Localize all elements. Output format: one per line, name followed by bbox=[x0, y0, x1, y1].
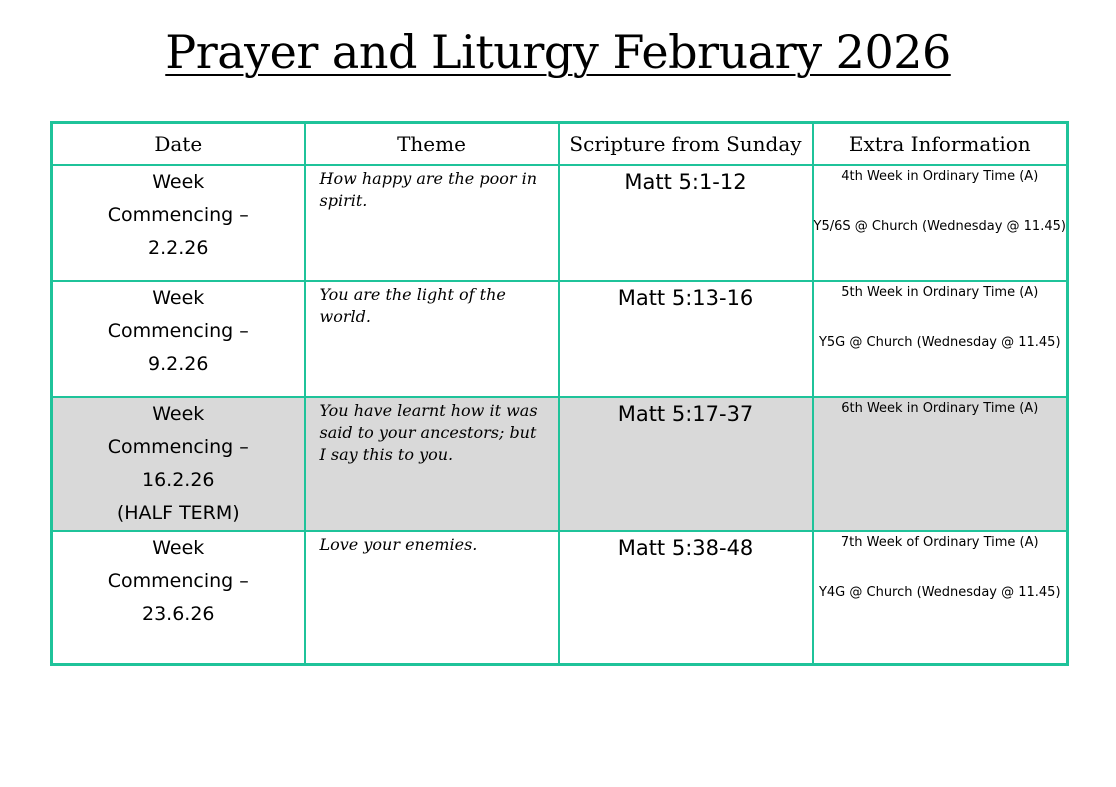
liturgical-week: 4th Week in Ordinary Time (A) bbox=[841, 169, 1039, 184]
date-value: 9.2.26 bbox=[148, 353, 209, 375]
date-cell bbox=[52, 397, 305, 531]
header-row bbox=[52, 123, 1068, 166]
header-date: Date bbox=[52, 123, 305, 166]
scripture-cell: Matt 5:38-48 bbox=[559, 531, 813, 665]
date-line: Commencing – bbox=[107, 436, 249, 458]
header-scripture: Scripture from Sunday bbox=[559, 123, 813, 166]
date-line: Commencing – bbox=[107, 320, 249, 342]
header-theme: Theme bbox=[305, 123, 559, 166]
extra-information-cell bbox=[813, 165, 1068, 281]
date-line: Week bbox=[152, 537, 205, 559]
date-line: Commencing – bbox=[107, 204, 249, 226]
theme-cell: Love your enemies. bbox=[305, 531, 559, 665]
table-row bbox=[52, 165, 1068, 281]
date-value: 23.6.26 bbox=[141, 603, 215, 625]
table-row bbox=[52, 281, 1068, 397]
extra-information-cell bbox=[813, 531, 1068, 665]
schedule-table bbox=[50, 121, 1069, 666]
date-line: Week bbox=[152, 171, 205, 193]
date-cell bbox=[52, 531, 305, 665]
half-term-label: (HALF TERM) bbox=[116, 502, 240, 524]
page-title bbox=[0, 20, 1116, 84]
date-line: Commencing – bbox=[107, 570, 249, 592]
liturgical-week: 6th Week in Ordinary Time (A) bbox=[841, 401, 1039, 416]
church-visit: Y4G @ Church (Wednesday @ 11.45) bbox=[818, 585, 1061, 600]
church-visit: Y5G @ Church (Wednesday @ 11.45) bbox=[818, 335, 1061, 350]
extra-information-cell bbox=[813, 281, 1068, 397]
header-extra-information: Extra Information bbox=[813, 123, 1068, 166]
theme-cell: How happy are the poor in spirit. bbox=[305, 165, 559, 281]
date-line: Week bbox=[152, 287, 205, 309]
date-value: 2.2.26 bbox=[148, 237, 209, 259]
scripture-cell: Matt 5:1-12 bbox=[559, 165, 813, 281]
extra-information-cell bbox=[813, 397, 1068, 531]
theme-cell: You are the light of the world. bbox=[305, 281, 559, 397]
table-row bbox=[52, 531, 1068, 665]
scripture-cell: Matt 5:17-37 bbox=[559, 397, 813, 531]
date-line: Week bbox=[152, 403, 205, 425]
liturgical-week: 5th Week in Ordinary Time (A) bbox=[841, 285, 1039, 300]
scripture-cell: Matt 5:13-16 bbox=[559, 281, 813, 397]
date-cell bbox=[52, 281, 305, 397]
date-value: 16.2.26 bbox=[141, 469, 215, 491]
theme-cell: You have learnt how it was said to your ancestors; but I say this to you. bbox=[305, 397, 559, 531]
table-row-half-term bbox=[52, 397, 1068, 531]
liturgical-week: 7th Week of Ordinary Time (A) bbox=[840, 535, 1039, 550]
date-cell bbox=[52, 165, 305, 281]
church-visit: Y5/6S @ Church (Wednesday @ 11.45) bbox=[813, 219, 1066, 234]
page-title-text: Prayer and Liturgy February 2026 bbox=[165, 25, 951, 79]
